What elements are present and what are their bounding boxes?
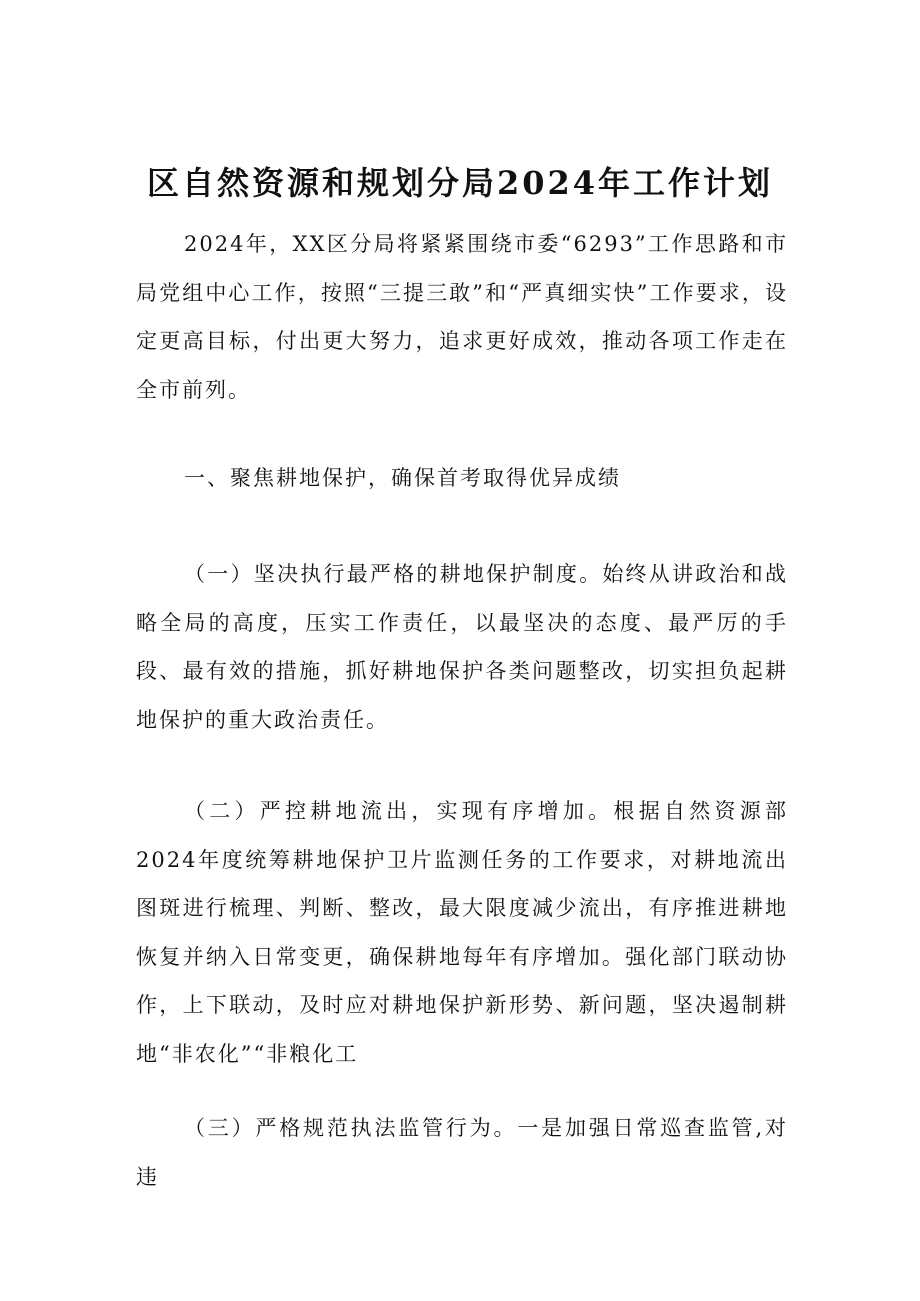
- section-heading-1: 一、聚焦耕地保护，确保首考取得优异成绩: [184, 466, 621, 490]
- intro-paragraph: 2024年，XX区分局将紧紧围绕市委“6293”工作思路和市局党组中心工作，按照“三提三敢”和“严真细实快”工作要求，设定更高目标，付出更大努力，追求更好成效，推动各项工作走在全市前列。: [136, 232, 788, 402]
- document-title: 区自然资源和规划分局2024年工作计划: [146, 164, 774, 203]
- paragraph-item-2: （二）严控耕地流出，实现有序增加。根据自然资源部2024年度统筹耕地保护卫片监测任务的工作要求，对耕地流出图斑进行梳理、判断、整改，最大限度减少流出，有序推进耕地恢复并纳入日常变更，确保耕地每年有序增加。强化部门联动协作，上下联动，及时应对耕地保护新形势、新问题，坚决遏制耕地“非农化”“非粮化工: [136, 799, 788, 1066]
- paragraph-item-3: （三）严格规范执法监管行为。一是加强日常巡查监管,对违: [136, 1116, 788, 1189]
- paragraph-item-1: （一）坚决执行最严格的耕地保护制度。始终从讲政治和战略全局的高度，压实工作责任，以最坚决的态度、最严厉的手段、最有效的措施，抓好耕地保护各类问题整改，切实担负起耕地保护的重大政治责任。: [136, 562, 788, 732]
